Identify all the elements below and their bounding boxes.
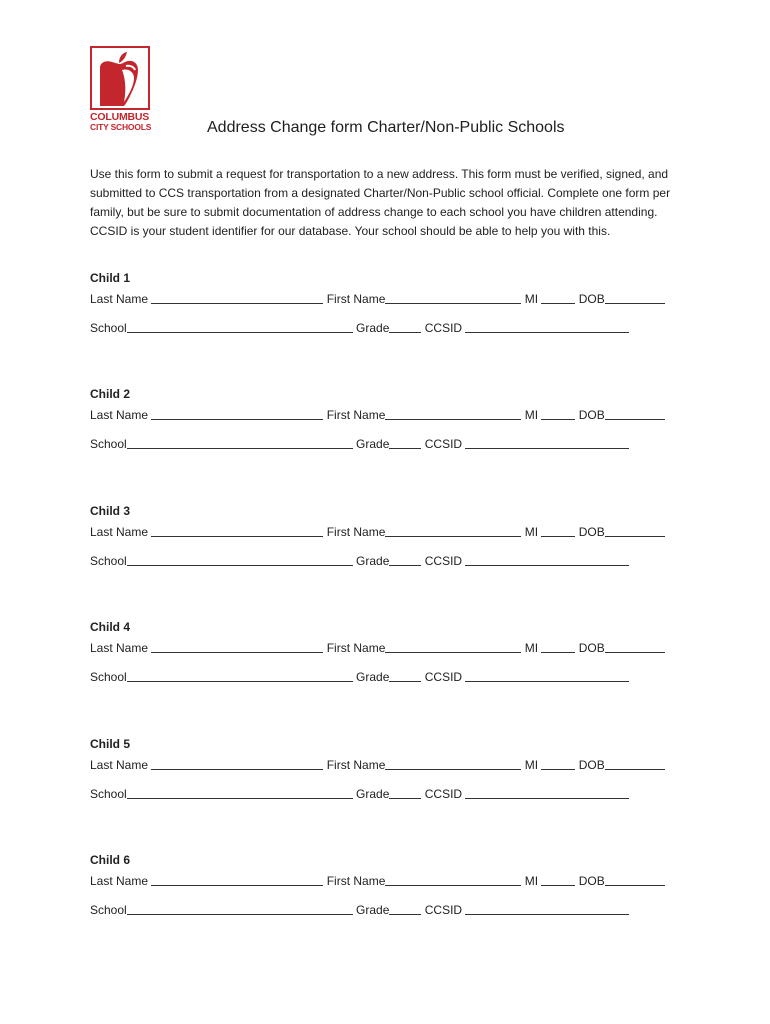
grade-field[interactable] <box>389 436 421 449</box>
child-school-row <box>90 553 629 569</box>
grade-label: Grade <box>356 321 390 335</box>
last-name-label: Last Name <box>90 874 149 888</box>
child-name-row <box>90 640 665 656</box>
child-section-5 <box>90 735 690 801</box>
ccsid-label: CCSID <box>424 670 463 684</box>
ccsid-field[interactable] <box>465 553 629 566</box>
grade-field[interactable] <box>389 553 421 566</box>
dob-label: DOB <box>578 525 605 539</box>
apple-logo-icon <box>90 46 150 110</box>
dob-field[interactable] <box>605 291 665 304</box>
child-school-row <box>90 786 629 802</box>
school-label: School <box>90 437 127 451</box>
ccsid-field[interactable] <box>465 902 629 915</box>
logo-line-2: CITY SCHOOLS <box>90 122 152 132</box>
child-school-row <box>90 436 629 452</box>
child-school-row <box>90 902 629 918</box>
dob-field[interactable] <box>605 524 665 537</box>
grade-field[interactable] <box>389 669 421 682</box>
ccsid-label: CCSID <box>424 903 463 917</box>
school-field[interactable] <box>127 320 353 333</box>
mi-label: MI <box>524 874 539 888</box>
mi-field[interactable] <box>541 291 575 304</box>
child-title: Child 3 <box>90 504 131 518</box>
grade-label: Grade <box>356 903 390 917</box>
grade-label: Grade <box>356 670 390 684</box>
child-name-row <box>90 407 665 423</box>
first-name-field[interactable] <box>385 407 521 420</box>
school-label: School <box>90 554 127 568</box>
grade-label: Grade <box>356 437 390 451</box>
school-label: School <box>90 670 127 684</box>
mi-field[interactable] <box>541 407 575 420</box>
first-name-field[interactable] <box>385 873 521 886</box>
columbus-city-schools-logo <box>90 46 154 132</box>
mi-label: MI <box>524 641 539 655</box>
child-school-row <box>90 669 629 685</box>
child-title: Child 2 <box>90 387 131 401</box>
child-name-row <box>90 291 665 307</box>
mi-label: MI <box>524 292 539 306</box>
school-field[interactable] <box>127 669 353 682</box>
first-name-field[interactable] <box>385 524 521 537</box>
first-name-label: First Name <box>326 641 386 655</box>
dob-label: DOB <box>578 292 605 306</box>
ccsid-field[interactable] <box>465 669 629 682</box>
last-name-field[interactable] <box>151 757 323 770</box>
child-name-row <box>90 757 665 773</box>
child-school-row <box>90 320 629 336</box>
dob-label: DOB <box>578 408 605 422</box>
first-name-label: First Name <box>326 758 386 772</box>
first-name-label: First Name <box>326 408 386 422</box>
first-name-field[interactable] <box>385 757 521 770</box>
last-name-label: Last Name <box>90 408 149 422</box>
logo-line-1: COLUMBUS <box>90 111 150 123</box>
last-name-label: Last Name <box>90 758 149 772</box>
child-section-1 <box>90 269 690 335</box>
child-name-row <box>90 524 665 540</box>
ccsid-field[interactable] <box>465 320 629 333</box>
mi-field[interactable] <box>541 524 575 537</box>
child-title: Child 6 <box>90 853 131 867</box>
child-title: Child 4 <box>90 620 131 634</box>
ccsid-label: CCSID <box>424 787 463 801</box>
mi-label: MI <box>524 408 539 422</box>
dob-field[interactable] <box>605 407 665 420</box>
child-section-3 <box>90 502 690 568</box>
dob-label: DOB <box>578 758 605 772</box>
last-name-field[interactable] <box>151 407 323 420</box>
school-label: School <box>90 787 127 801</box>
ccsid-label: CCSID <box>424 437 463 451</box>
ccsid-label: CCSID <box>424 321 463 335</box>
dob-field[interactable] <box>605 757 665 770</box>
intro-paragraph: Use this form to submit a request for transportation to a new address. This form must be verified, signed, and submitted to CCS transportation from a designated Charter/Non-Public school official. Complete one form per family, but be sure to submit documentation of address change to each school you have children attending. CCSID is your student identifier for our database. Your school should be able to help you with this. <box>90 167 671 238</box>
school-label: School <box>90 321 127 335</box>
grade-field[interactable] <box>389 786 421 799</box>
ccsid-label: CCSID <box>424 554 463 568</box>
last-name-field[interactable] <box>151 524 323 537</box>
school-label: School <box>90 903 127 917</box>
first-name-field[interactable] <box>385 291 521 304</box>
first-name-label: First Name <box>326 292 386 306</box>
dob-field[interactable] <box>605 873 665 886</box>
school-field[interactable] <box>127 786 353 799</box>
first-name-label: First Name <box>326 874 386 888</box>
mi-label: MI <box>524 758 539 772</box>
ccsid-field[interactable] <box>465 436 629 449</box>
child-name-row <box>90 873 665 889</box>
child-section-4 <box>90 618 690 684</box>
grade-label: Grade <box>356 554 390 568</box>
mi-field[interactable] <box>541 757 575 770</box>
dob-field[interactable] <box>605 640 665 653</box>
dob-label: DOB <box>578 641 605 655</box>
first-name-label: First Name <box>326 525 386 539</box>
child-title: Child 1 <box>90 271 131 285</box>
mi-field[interactable] <box>541 640 575 653</box>
school-field[interactable] <box>127 553 353 566</box>
school-field[interactable] <box>127 436 353 449</box>
school-field[interactable] <box>127 902 353 915</box>
child-section-6 <box>90 851 690 917</box>
last-name-field[interactable] <box>151 291 323 304</box>
last-name-field[interactable] <box>151 873 323 886</box>
grade-field[interactable] <box>389 902 421 915</box>
child-section-2 <box>90 385 690 451</box>
last-name-label: Last Name <box>90 641 149 655</box>
child-title: Child 5 <box>90 737 131 751</box>
first-name-field[interactable] <box>385 640 521 653</box>
grade-field[interactable] <box>389 320 421 333</box>
grade-label: Grade <box>356 787 390 801</box>
ccsid-field[interactable] <box>465 786 629 799</box>
last-name-label: Last Name <box>90 525 149 539</box>
dob-label: DOB <box>578 874 605 888</box>
page-title: Address Change form Charter/Non-Public Schools <box>207 119 565 136</box>
last-name-label: Last Name <box>90 292 149 306</box>
mi-field[interactable] <box>541 873 575 886</box>
last-name-field[interactable] <box>151 640 323 653</box>
mi-label: MI <box>524 525 539 539</box>
